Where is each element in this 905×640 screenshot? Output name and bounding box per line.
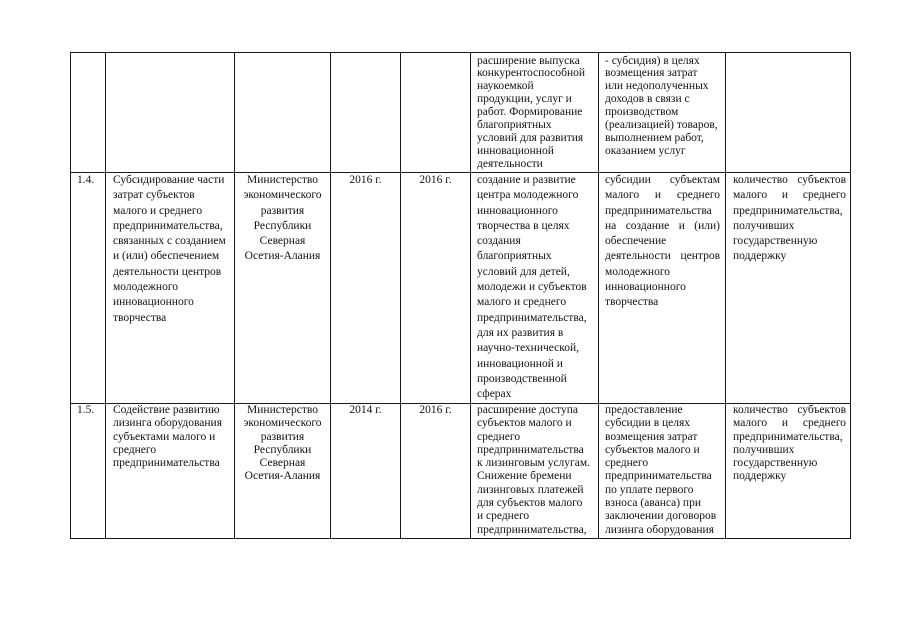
measure-text	[106, 404, 234, 538]
expected-result-text	[471, 404, 598, 538]
text-line: молодежного	[605, 265, 671, 278]
text-line: молодежного	[113, 281, 179, 294]
text-line: субъектами малого и	[113, 430, 216, 443]
text-line: работ. Формирование	[477, 106, 583, 119]
indicator-text	[726, 173, 850, 403]
end-year: 2016 г.	[419, 404, 452, 416]
text-line: Республики	[253, 443, 312, 456]
text-line: инновационного	[477, 204, 558, 217]
text-line: среднего	[113, 443, 157, 456]
text-line: расширение выпуска	[477, 54, 580, 67]
start-year: 2014 г.	[349, 404, 382, 416]
text-line: наукоемкой	[477, 80, 534, 93]
text-line: Содействие развитию	[113, 404, 220, 416]
text-line: инновационной	[477, 144, 554, 157]
text-line: создания	[477, 235, 521, 248]
text-line: благоприятных	[477, 250, 552, 263]
cell-end-year	[401, 173, 471, 404]
text-line: экономического	[243, 189, 322, 202]
cell-start-year	[331, 53, 401, 173]
cell-indicator	[726, 173, 851, 404]
text-line: и среднего	[477, 510, 530, 523]
table-row	[71, 404, 851, 539]
text-line: для их развития в	[477, 326, 564, 339]
text-line: к лизинговым услугам.	[477, 457, 591, 470]
text-line: Министерство	[247, 174, 318, 186]
text-line: сферах	[477, 388, 512, 401]
end-year: 2016 г.	[419, 174, 452, 186]
text-line: создание и развитие	[477, 174, 576, 186]
expected-result-text	[471, 53, 598, 172]
text-line: предпринимательства	[605, 204, 712, 217]
cell-mechanism	[599, 404, 726, 539]
text-line: малого и среднего	[477, 296, 567, 309]
measure-text	[106, 173, 234, 403]
text-line: благоприятных	[477, 119, 552, 132]
text-line: творчества	[113, 311, 167, 324]
text-line: по уплате первого	[605, 483, 694, 496]
text-line: условий для детей,	[477, 265, 570, 278]
cell-executor	[235, 53, 331, 173]
text-line: производственной	[477, 372, 567, 385]
cell-number	[71, 173, 106, 404]
text-line: оказанием услуг	[605, 144, 686, 157]
text-line: лизинговых платежей	[477, 483, 584, 496]
text-line: Северная	[259, 235, 306, 248]
text-line: Снижение бремени	[477, 470, 572, 483]
text-line: предпринимательства,	[113, 219, 223, 232]
text-line: условий для развития	[477, 131, 584, 144]
text-line: количество субъектов	[733, 174, 846, 186]
text-line: Республики	[253, 219, 312, 232]
text-line: деятельности центров	[605, 250, 720, 263]
cell-measure	[106, 173, 235, 404]
text-line: экономического	[243, 417, 322, 430]
text-line: получивших	[733, 443, 795, 456]
text-line: обеспечение	[605, 235, 667, 248]
item-number: 1.5.	[77, 404, 95, 416]
cell-mechanism	[599, 173, 726, 404]
text-line: творчества в целях	[477, 219, 570, 232]
program-table	[70, 52, 851, 539]
text-line: поддержку	[733, 470, 787, 483]
cell-indicator	[726, 404, 851, 539]
text-line: государственную	[733, 235, 818, 248]
expected-result-text	[471, 173, 598, 403]
cell-end-year	[401, 404, 471, 539]
cell-number	[71, 53, 106, 173]
executor-text	[235, 173, 330, 403]
text-line: инновационной и	[477, 357, 563, 370]
text-line: субсидии в целях	[605, 417, 691, 430]
text-line: среднего	[605, 457, 649, 470]
text-line: творчества	[605, 296, 659, 309]
cell-expected-result	[471, 53, 599, 173]
cell-start-year	[331, 404, 401, 539]
cell-start-year	[331, 173, 401, 404]
text-line: государственную	[733, 457, 818, 470]
text-line: инновационного	[605, 281, 686, 294]
table-row	[71, 53, 851, 173]
cell-measure	[106, 53, 235, 173]
text-line: субъектов малого и	[477, 417, 572, 430]
measure-text	[106, 53, 234, 172]
text-line: лизинга оборудования	[113, 417, 222, 430]
text-line: Министерство	[247, 404, 318, 416]
text-line: научно-технической,	[477, 342, 580, 355]
text-line: деятельности центров	[113, 265, 222, 278]
text-line: поддержку	[733, 250, 787, 263]
text-line: или недополученных	[605, 80, 709, 93]
text-line: Субсидирование части	[113, 174, 225, 186]
text-line: продукции, услуг и	[477, 93, 572, 106]
cell-executor	[235, 404, 331, 539]
text-line: деятельности	[477, 157, 543, 170]
text-line: предпринимательства	[113, 457, 220, 470]
executor-text	[235, 53, 330, 172]
text-line: субъектов малого и	[605, 443, 700, 456]
text-line: малого и среднего	[113, 204, 203, 217]
mechanism-text	[599, 404, 725, 538]
text-line: связанных с созданием	[113, 235, 226, 248]
text-line: заключении договоров	[605, 510, 717, 523]
indicator-text	[726, 404, 850, 538]
text-line: центра молодежного	[477, 189, 579, 202]
start-year: 2016 г.	[349, 174, 382, 186]
text-line: (реализацией) товаров,	[605, 119, 718, 132]
text-line: развития	[260, 204, 305, 217]
text-line: - субсидия) в целях	[605, 54, 700, 67]
text-line: Северная	[259, 457, 306, 470]
text-line: инновационного	[113, 296, 194, 309]
text-line: малого и среднего	[733, 417, 846, 430]
text-line: малого и среднего	[605, 189, 720, 202]
text-line: молодежи и субъектов	[477, 281, 587, 294]
item-number	[71, 53, 105, 172]
indicator-text	[726, 53, 850, 172]
text-line: на создание и (или)	[605, 219, 720, 232]
text-line: развития	[260, 430, 305, 443]
text-line: выполнением работ,	[605, 131, 704, 144]
text-line: возмещения затрат	[605, 67, 698, 80]
cell-executor	[235, 173, 331, 404]
mechanism-text	[599, 53, 725, 172]
end-year	[401, 53, 470, 172]
text-line: предпринимательства,	[733, 204, 843, 217]
text-line: Осетия-Алания	[244, 470, 321, 483]
text-line: для субъектов малого	[477, 497, 583, 510]
text-line: и (или) обеспечением	[113, 250, 220, 263]
text-line: затрат субъектов	[113, 189, 195, 202]
text-line: расширение доступа	[477, 404, 578, 416]
text-line: конкурентоспособной	[477, 67, 586, 80]
text-line: Осетия-Алания	[244, 250, 321, 263]
cell-expected-result	[471, 404, 599, 539]
text-line: среднего	[477, 430, 521, 443]
table-row	[71, 173, 851, 404]
text-line: доходов в связи с	[605, 93, 690, 106]
cell-expected-result	[471, 173, 599, 404]
text-line: субсидии субъектам	[605, 174, 720, 186]
text-line: предпринимательства,	[477, 311, 587, 324]
text-line: предпринимательства,	[477, 523, 587, 536]
start-year	[331, 53, 400, 172]
cell-mechanism	[599, 53, 726, 173]
text-line: предпринимательства	[605, 470, 712, 483]
cell-number	[71, 404, 106, 539]
text-line: предпринимательства,	[733, 430, 843, 443]
text-line: лизинга оборудования	[605, 523, 714, 536]
text-line: количество субъектов	[733, 404, 846, 416]
cell-measure	[106, 404, 235, 539]
text-line: взноса (аванса) при	[605, 497, 701, 510]
text-line: малого и среднего	[733, 189, 846, 202]
text-line: получивших	[733, 219, 795, 232]
text-line: возмещения затрат	[605, 430, 698, 443]
mechanism-text	[599, 173, 725, 403]
item-number: 1.4.	[77, 174, 95, 186]
text-line: предоставление	[605, 404, 683, 416]
text-line: производством	[605, 106, 679, 119]
text-line: предпринимательства	[477, 443, 584, 456]
cell-end-year	[401, 53, 471, 173]
executor-text	[235, 404, 330, 538]
cell-indicator	[726, 53, 851, 173]
